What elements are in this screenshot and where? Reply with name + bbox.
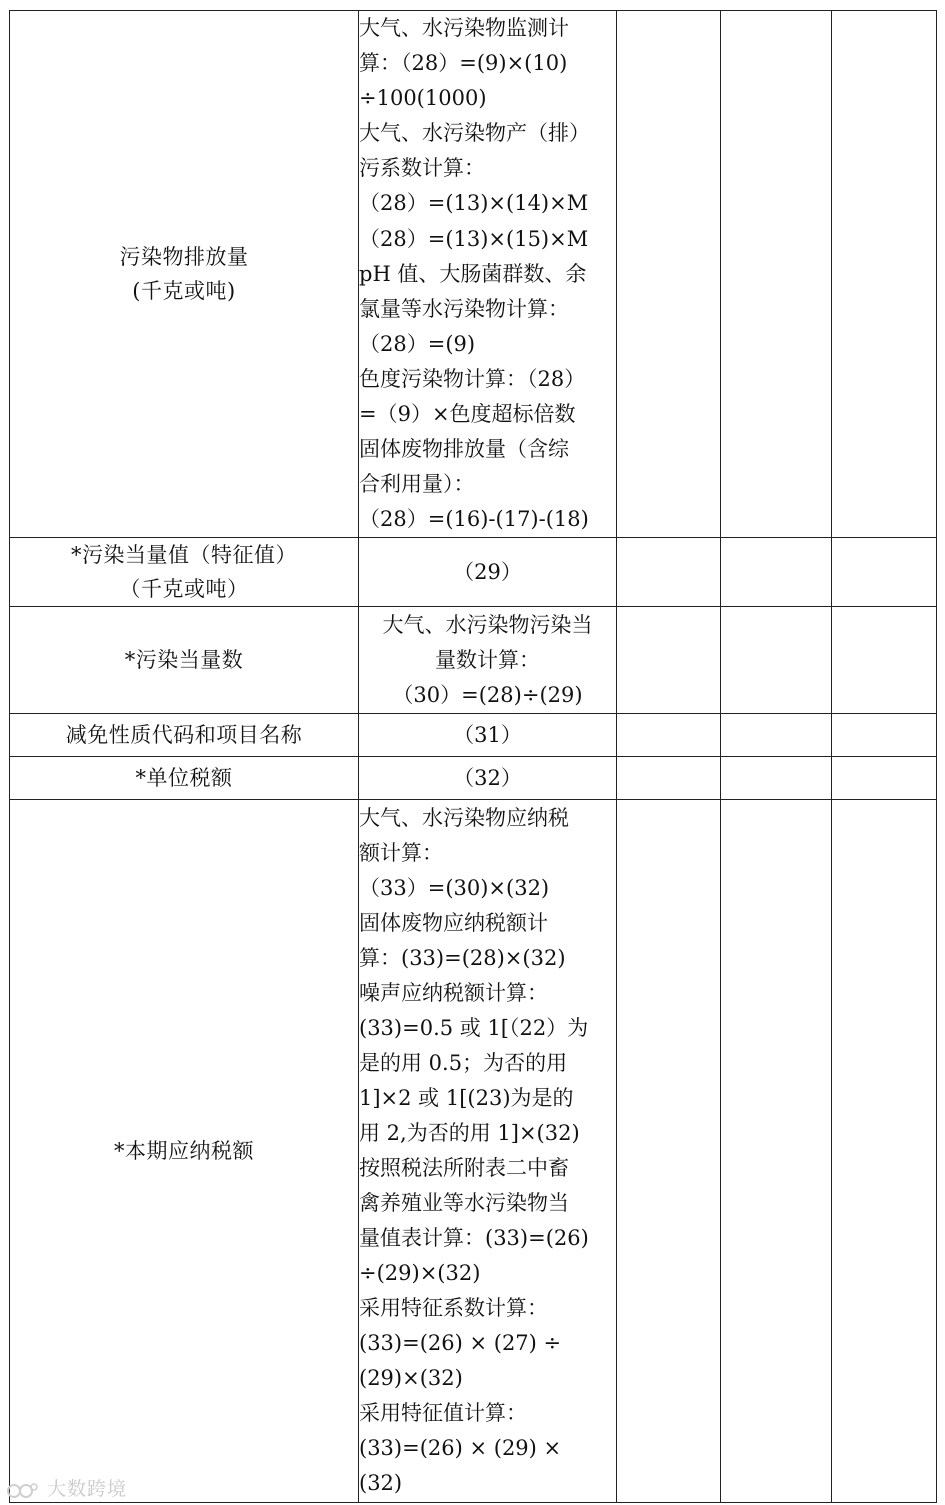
value-cell[interactable] [721, 538, 832, 607]
value-cell[interactable] [617, 11, 721, 538]
row-label: *污染当量数 [10, 607, 359, 714]
value-cell[interactable] [617, 538, 721, 607]
formula-cell: 大气、水污染物应纳税 额计算： （33）=(30)×(32) 固体废物应纳税额计 算：(33)=(28)×(32) 噪声应纳税额计算： (33)=0.5 或 1[（22）为 是的用 0.5；为否的用 1]×2 或 1[(23)为是的 用 2,为否的用 1]×(32) 按照税法所附表二中畜 禽养殖业等水污染物当 量值表计算：(33)=(26) ÷(29)×(32) 采用特征系数计算： (33)=(26) × (27) ÷ (29)×(32) 采用特征值计算： (33)=(26) × (29) × (32) [359, 800, 617, 1503]
formula-cell: （29） [359, 538, 617, 607]
value-cell[interactable] [832, 538, 937, 607]
value-cell[interactable] [832, 11, 937, 538]
formula-cell: （32） [359, 757, 617, 800]
row-pollutant-emission [10, 11, 937, 538]
tax-form-table [9, 10, 937, 1503]
row-label: 减免性质代码和项目名称 [10, 714, 359, 757]
value-cell[interactable] [617, 800, 721, 1503]
row-pollution-equivalent-count [10, 607, 937, 714]
value-cell[interactable] [721, 714, 832, 757]
value-cell[interactable] [617, 714, 721, 757]
value-cell[interactable] [721, 607, 832, 714]
row-pollution-equivalent-value [10, 538, 937, 607]
value-cell[interactable] [832, 714, 937, 757]
row-unit-tax [10, 757, 937, 800]
value-cell[interactable] [832, 800, 937, 1503]
row-label: *单位税额 [10, 757, 359, 800]
formula-cell: 大气、水污染物监测计 算：（28）=(9)×(10) ÷100(1000) 大气、水污染物产（排） 污系数计算： （28）=(13)×(14)×M （28）=(13)×(15)×M pH 值、大肠菌群数、余 氯量等水污染物计算： （28）=(9) 色度污染物计算：（28） =（9）×色度超标倍数 固体废物排放量（含综 合利用量）： （28）=(16)-(17)-(18) [359, 11, 617, 538]
value-cell[interactable] [721, 757, 832, 800]
value-cell[interactable] [832, 607, 937, 714]
row-label: 污染物排放量 (千克或吨) [10, 11, 359, 538]
row-label: *本期应纳税额 [10, 800, 359, 1503]
value-cell[interactable] [721, 11, 832, 538]
row-label: *污染当量值（特征值） （千克或吨） [10, 538, 359, 607]
row-tax-payable [10, 800, 937, 1503]
formula-cell: （31） [359, 714, 617, 757]
value-cell[interactable] [617, 607, 721, 714]
row-relief-code [10, 714, 937, 757]
value-cell[interactable] [832, 757, 937, 800]
watermark-text: 大数跨境 [47, 1478, 128, 1500]
watermark-logo-icon [6, 1480, 40, 1500]
watermark [6, 1474, 127, 1501]
value-cell[interactable] [617, 757, 721, 800]
formula-cell: 大气、水污染物污染当 量数计算： （30）=(28)÷(29) [359, 607, 617, 714]
value-cell[interactable] [721, 800, 832, 1503]
